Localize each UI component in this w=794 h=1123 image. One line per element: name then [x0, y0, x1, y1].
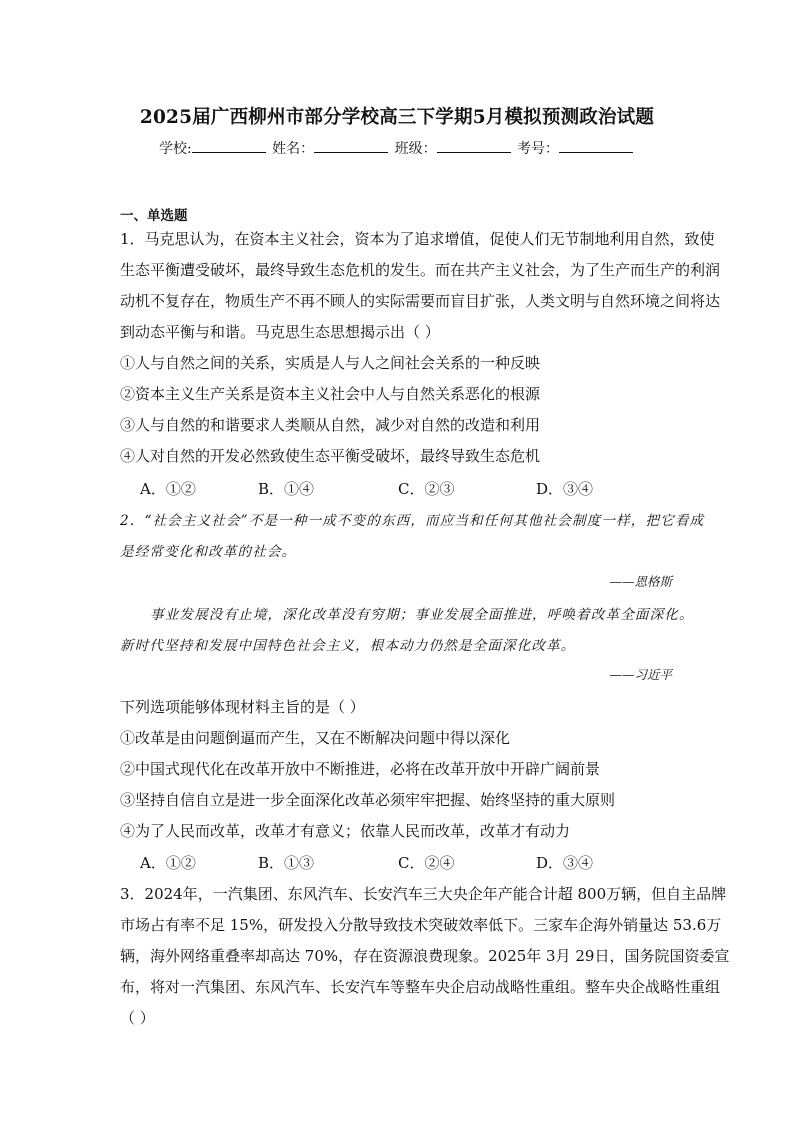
q3-line: 3．2024年，一汽集团、东风汽车、长安汽车三大央企年产能合计超 800万辆，但自主品牌: [120, 885, 727, 903]
q2-option-b[interactable]: B．①③: [258, 854, 315, 872]
q1-line: 到动态平衡与和谐。马克思生态思想揭示出（ ）: [120, 323, 440, 341]
q1-line: 动机不复存在，物质生产不再不顾人的实际需要而盲目扩张，人类文明与自然环境之间将达: [120, 292, 721, 310]
q3-line: 布，将对一汽集团、东风汽车、长安汽车等整车央企启动战略性重组。整车央企战略性重组: [120, 978, 721, 996]
q1-option-d[interactable]: D．③④: [536, 480, 594, 498]
q2-option-d[interactable]: D．③④: [536, 854, 594, 872]
q1-line: 生态平衡遭受破坏，最终导致生态危机的发生。而在共产主义社会，为了生产而生产的利润: [120, 261, 721, 279]
name-label: 姓名：: [272, 141, 315, 157]
q2-quote-line: 是经常变化和改革的社会。: [120, 544, 297, 560]
q2-quote-source: ——恩格斯: [609, 574, 672, 589]
q1-item: ①人与自然之间的关系，实质是人与人之间社会关系的一种反映: [120, 354, 541, 372]
q1-option-c[interactable]: C．②③: [398, 480, 455, 498]
q1-item: ③人与自然的和谐要求人类顺从自然，减少对自然的改造和利用: [120, 416, 541, 434]
student-info-row: [0, 138, 794, 158]
class-label: 班级：: [394, 141, 437, 157]
school-label: 学校:: [158, 141, 192, 157]
q2-item: ①改革是由问题倒逼而产生，又在不断解决问题中得以深化: [120, 729, 511, 747]
q1-item: ④人对自然的开发必然致使生态平衡受破坏，最终导致生态危机: [120, 447, 541, 465]
q1-item: ②资本主义生产关系是资本主义社会中人与自然关系恶化的根源: [120, 385, 541, 403]
q2-item: ②中国式现代化在改革开放中不断推进，必将在改革开放中开辟广阔前景: [120, 760, 601, 778]
id-label: 考号：: [517, 141, 560, 157]
class-blank: [437, 138, 511, 153]
section-heading: 一、单选题: [120, 208, 188, 224]
q2-item: ④为了人民而改革，改革才有意义；依靠人民而改革，改革才有动力: [120, 822, 571, 840]
q1-option-b[interactable]: B．①④: [258, 480, 315, 498]
q2-option-c[interactable]: C．②④: [398, 854, 455, 872]
q2-quote-source: ——习近平: [609, 667, 672, 682]
name-blank: [314, 138, 388, 153]
id-blank: [559, 138, 633, 153]
q3-line: 辆，海外网络重叠率却高达 70%，存在资源浪费现象。2025年 3月 29日，国务院国资委宣: [120, 947, 730, 965]
q2-option-a[interactable]: A．①②: [140, 854, 196, 872]
q3-line: 市场占有率不足 15%，研发投入分散导致技术突破效率低下。三家车企海外销量达 53.6万: [120, 916, 722, 934]
q2-quote-line: 2．“社会主义社会”不是一种一成不变的东西，而应当和任何其他社会制度一样，把它看成: [120, 513, 705, 529]
q2-stem: 下列选项能够体现材料主旨的是（ ）: [120, 698, 365, 716]
q3-line: （ ）: [120, 1009, 155, 1027]
q2-quote-line: 事业发展没有止境，深化改革没有穷期；事业发展全面推进，呼唤着改革全面深化。: [150, 607, 694, 623]
q1-line: 1．马克思认为，在资本主义社会，资本为了追求增值，促使人们无节制地利用自然，致使: [120, 230, 715, 248]
q2-quote-line: 新时代坚持和发展中国特色社会主义，根本动力仍然是全面深化改革。: [120, 638, 576, 654]
q1-option-a[interactable]: A．①②: [140, 480, 196, 498]
school-blank: [192, 138, 266, 153]
q2-item: ③坚持自信自立是进一步全面深化改革必须牢牢把握、始终坚持的重大原则: [120, 791, 616, 809]
exam-title: 2025届广西柳州市部分学校高三下学期5月模拟预测政治试题: [139, 107, 655, 128]
